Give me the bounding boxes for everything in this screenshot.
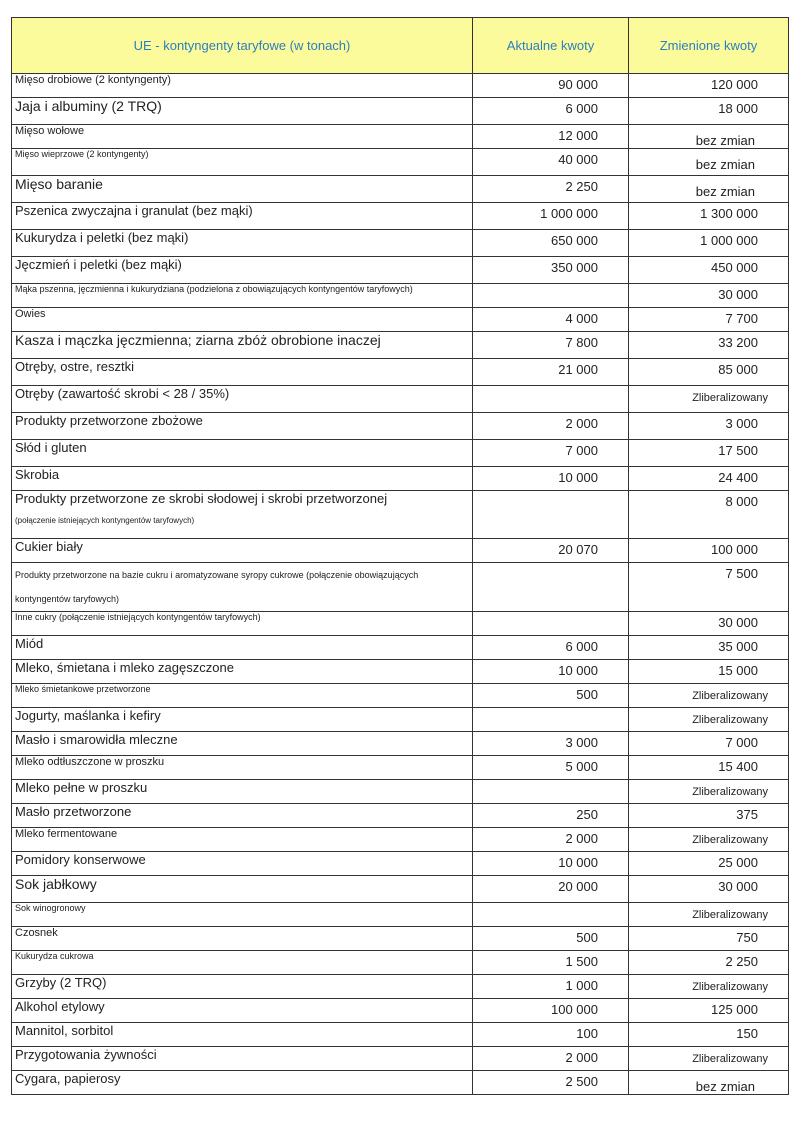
category-label: Jęczmień i peletki (bez mąki)	[15, 257, 182, 272]
row-category	[12, 332, 473, 359]
table-row	[12, 780, 789, 804]
changed-quota: 30 000	[629, 612, 789, 636]
table-row	[12, 230, 789, 257]
current-quota: 5 000	[473, 756, 629, 780]
category-label: Mleko śmietankowe przetworzone	[15, 684, 151, 694]
table-row	[12, 98, 789, 125]
row-category	[12, 1023, 473, 1047]
changed-quota: 3 000	[629, 413, 789, 440]
category-label: Sok jabłkowy	[15, 876, 97, 892]
table-row	[12, 386, 789, 413]
current-quota: 500	[473, 684, 629, 708]
category-label: Mięso wołowe	[15, 125, 85, 137]
table-row	[12, 467, 789, 491]
header-changed-quotas: Zmienione kwoty	[629, 18, 789, 74]
changed-quota: 8 000	[629, 491, 789, 539]
table-row	[12, 756, 789, 780]
changed-quota: Zliberalizowany	[629, 386, 789, 413]
current-quota: 2 250	[473, 176, 629, 203]
category-label: Mleko odtłuszczone w proszku	[15, 756, 165, 768]
current-quota: 10 000	[473, 852, 629, 876]
category-label: Jogurty, maślanka i kefiry	[15, 708, 161, 723]
category-label: Cygara, papierosy	[15, 1071, 121, 1086]
row-category	[12, 804, 473, 828]
current-quota: 12 000	[473, 125, 629, 149]
category-label: Owies	[15, 308, 46, 320]
row-category	[12, 257, 473, 284]
category-label: Kukurydza i peletki (bez mąki)	[15, 230, 189, 245]
table-row	[12, 903, 789, 927]
current-quota: 40 000	[473, 149, 629, 176]
changed-quota: Zliberalizowany	[629, 975, 789, 999]
category-label: Cukier biały	[15, 539, 83, 554]
row-category	[12, 539, 473, 563]
row-category	[12, 756, 473, 780]
category-label: Produkty przetworzone zbożowe	[15, 413, 203, 428]
table-row	[12, 1023, 789, 1047]
current-quota: 3 000	[473, 732, 629, 756]
changed-quota: Zliberalizowany	[629, 1047, 789, 1071]
current-quota: 1 500	[473, 951, 629, 975]
table-row	[12, 636, 789, 660]
table-row	[12, 74, 789, 98]
row-category	[12, 951, 473, 975]
category-label: Masło i smarowidła mleczne	[15, 732, 178, 747]
changed-quota: 2 250	[629, 951, 789, 975]
category-label: Jaja i albuminy (2 TRQ)	[15, 98, 162, 114]
row-category	[12, 684, 473, 708]
table-row	[12, 125, 789, 149]
category-note: (połączenie istniejących kontyngentów taryfowych)	[15, 516, 195, 525]
table-row	[12, 563, 789, 612]
changed-quota: 450 000	[629, 257, 789, 284]
table-row	[12, 804, 789, 828]
current-quota: 100	[473, 1023, 629, 1047]
changed-quota: 17 500	[629, 440, 789, 467]
current-quota: 6 000	[473, 636, 629, 660]
category-label: Mięso baranie	[15, 176, 103, 192]
current-quota: 2 500	[473, 1071, 629, 1095]
table-row	[12, 732, 789, 756]
table-row	[12, 308, 789, 332]
category-label: Miód	[15, 636, 44, 651]
row-category	[12, 927, 473, 951]
changed-quota: 18 000	[629, 98, 789, 125]
table-row	[12, 951, 789, 975]
category-label: Pszenica zwyczajna i granulat (bez mąki)	[15, 203, 253, 218]
current-quota: 500	[473, 927, 629, 951]
row-category	[12, 413, 473, 440]
current-quota: 90 000	[473, 74, 629, 98]
current-quota: 2 000	[473, 1047, 629, 1071]
table-row	[12, 176, 789, 203]
table-body	[12, 74, 789, 1095]
category-label: Kasza i mączka jęczmienna; ziarna zbóż obrobione inaczej	[15, 332, 381, 348]
table-row	[12, 440, 789, 467]
current-quota: 650 000	[473, 230, 629, 257]
row-category	[12, 74, 473, 98]
tariff-quota-table	[11, 17, 789, 1095]
changed-quota: bez zmian	[629, 176, 789, 203]
category-label: Czosnek	[15, 927, 58, 939]
current-quota	[473, 386, 629, 413]
header-current-quotas: Aktualne kwoty	[473, 18, 629, 74]
row-category	[12, 612, 473, 636]
changed-quota: 150	[629, 1023, 789, 1047]
changed-quota: 120 000	[629, 74, 789, 98]
category-label: Produkty przetworzone na bazie cukru i aromatyzowane syropy cukrowe (połączenie obowiązujących kontyngentów taryfowych)	[15, 570, 419, 604]
current-quota: 20 070	[473, 539, 629, 563]
row-category	[12, 876, 473, 903]
changed-quota: 33 200	[629, 332, 789, 359]
changed-quota: 7 700	[629, 308, 789, 332]
table-row	[12, 612, 789, 636]
table-header-row	[12, 18, 789, 74]
table-row	[12, 257, 789, 284]
changed-quota: Zliberalizowany	[629, 708, 789, 732]
table-row	[12, 708, 789, 732]
row-category	[12, 149, 473, 176]
row-category	[12, 230, 473, 257]
row-category	[12, 386, 473, 413]
category-label: Mleko, śmietana i mleko zagęszczone	[15, 660, 234, 675]
table-row	[12, 684, 789, 708]
changed-quota: 15 400	[629, 756, 789, 780]
changed-quota: Zliberalizowany	[629, 903, 789, 927]
current-quota	[473, 903, 629, 927]
current-quota	[473, 708, 629, 732]
changed-quota: Zliberalizowany	[629, 780, 789, 804]
changed-quota: 15 000	[629, 660, 789, 684]
table-row	[12, 203, 789, 230]
current-quota: 100 000	[473, 999, 629, 1023]
row-category	[12, 491, 473, 539]
current-quota	[473, 491, 629, 539]
category-label: Otręby (zawartość skrobi < 28 / 35%)	[15, 386, 230, 401]
table-row	[12, 359, 789, 386]
changed-quota: bez zmian	[629, 149, 789, 176]
table-row	[12, 491, 789, 539]
table-row	[12, 149, 789, 176]
row-category	[12, 125, 473, 149]
row-category	[12, 1047, 473, 1071]
category-label: Inne cukry (połączenie istniejących kontyngentów taryfowych)	[15, 612, 261, 622]
current-quota: 2 000	[473, 413, 629, 440]
table-row	[12, 539, 789, 563]
changed-quota: Zliberalizowany	[629, 684, 789, 708]
changed-quota: 30 000	[629, 284, 789, 308]
category-label: Masło przetworzone	[15, 804, 132, 819]
category-label: Sok winogronowy	[15, 903, 86, 913]
category-label: Mleko fermentowane	[15, 828, 118, 840]
table-row	[12, 975, 789, 999]
category-label: Pomidory konserwowe	[15, 852, 146, 867]
category-label: Kukurydza cukrowa	[15, 951, 94, 961]
changed-quota: 1 000 000	[629, 230, 789, 257]
changed-quota: 375	[629, 804, 789, 828]
row-category	[12, 359, 473, 386]
changed-quota: 7 000	[629, 732, 789, 756]
row-category	[12, 98, 473, 125]
row-category	[12, 440, 473, 467]
current-quota: 250	[473, 804, 629, 828]
current-quota: 2 000	[473, 828, 629, 852]
current-quota	[473, 612, 629, 636]
category-label: Otręby, ostre, resztki	[15, 359, 134, 374]
row-category	[12, 636, 473, 660]
current-quota: 10 000	[473, 467, 629, 491]
table-row	[12, 852, 789, 876]
category-label: Grzyby (2 TRQ)	[15, 975, 107, 990]
row-category	[12, 660, 473, 684]
changed-quota: 7 500	[629, 563, 789, 612]
current-quota: 4 000	[473, 308, 629, 332]
changed-quota: 125 000	[629, 999, 789, 1023]
row-category	[12, 708, 473, 732]
category-label: Skrobia	[15, 467, 60, 482]
category-label: Mannitol, sorbitol	[15, 1023, 114, 1038]
current-quota: 1 000 000	[473, 203, 629, 230]
category-label: Mięso wieprzowe (2 kontyngenty)	[15, 149, 149, 159]
table-row	[12, 876, 789, 903]
row-category	[12, 1071, 473, 1095]
current-quota: 20 000	[473, 876, 629, 903]
changed-quota: 30 000	[629, 876, 789, 903]
row-category	[12, 308, 473, 332]
row-category	[12, 284, 473, 308]
category-label: Mąka pszenna, jęczmienna i kukurydziana (podzielona z obowiązujących kontyngentów taryfowych)	[15, 284, 413, 294]
changed-quota: 1 300 000	[629, 203, 789, 230]
category-label: Alkohol etylowy	[15, 999, 105, 1014]
current-quota	[473, 780, 629, 804]
table-row	[12, 284, 789, 308]
changed-quota: bez zmian	[629, 125, 789, 149]
current-quota: 350 000	[473, 257, 629, 284]
changed-quota: 750	[629, 927, 789, 951]
table-row	[12, 332, 789, 359]
table-row	[12, 1047, 789, 1071]
table-row	[12, 413, 789, 440]
row-category	[12, 563, 473, 612]
category-label: Produkty przetworzone ze skrobi słodowej i skrobi przetworzonej	[15, 491, 388, 506]
changed-quota: bez zmian	[629, 1071, 789, 1095]
row-category	[12, 975, 473, 999]
current-quota: 7 000	[473, 440, 629, 467]
current-quota: 21 000	[473, 359, 629, 386]
table-row	[12, 660, 789, 684]
table-row	[12, 927, 789, 951]
row-category	[12, 203, 473, 230]
current-quota	[473, 284, 629, 308]
current-quota: 10 000	[473, 660, 629, 684]
category-label: Mleko pełne w proszku	[15, 780, 148, 795]
row-category	[12, 780, 473, 804]
table-row	[12, 1071, 789, 1095]
changed-quota: Zliberalizowany	[629, 828, 789, 852]
category-label: Przygotowania żywności	[15, 1047, 157, 1062]
changed-quota: 85 000	[629, 359, 789, 386]
current-quota	[473, 563, 629, 612]
changed-quota: 100 000	[629, 539, 789, 563]
table-row	[12, 828, 789, 852]
row-category	[12, 999, 473, 1023]
changed-quota: 24 400	[629, 467, 789, 491]
header-category: UE - kontyngenty taryfowe (w tonach)	[12, 18, 473, 74]
changed-quota: 35 000	[629, 636, 789, 660]
current-quota: 1 000	[473, 975, 629, 999]
row-category	[12, 903, 473, 927]
row-category	[12, 467, 473, 491]
row-category	[12, 732, 473, 756]
table-row	[12, 999, 789, 1023]
row-category	[12, 176, 473, 203]
category-label: Słód i gluten	[15, 440, 87, 455]
row-category	[12, 828, 473, 852]
current-quota: 6 000	[473, 98, 629, 125]
category-label: Mięso drobiowe (2 kontyngenty)	[15, 74, 171, 86]
current-quota: 7 800	[473, 332, 629, 359]
row-category	[12, 852, 473, 876]
changed-quota: 25 000	[629, 852, 789, 876]
